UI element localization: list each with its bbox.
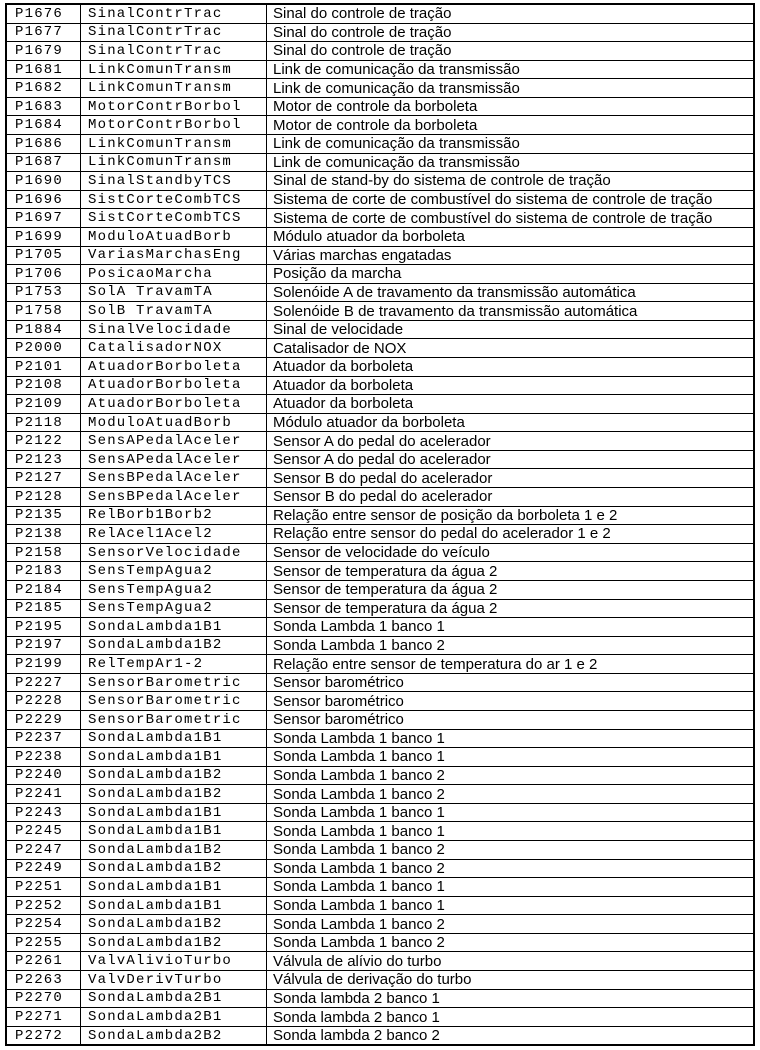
short-name-cell: SolB TravamTA [80, 302, 266, 320]
code-cell: P1758 [15, 303, 64, 320]
short-name-cell: SondaLambda1B1 [80, 822, 266, 840]
description-cell: Sensor de temperatura da água 2 [266, 581, 753, 599]
short-name-cell: SondaLambda1B1 [80, 730, 266, 748]
code-cell: P1696 [15, 191, 64, 208]
table-row [7, 42, 753, 61]
table-row [7, 655, 753, 674]
description-cell: Solenóide B de travamento da transmissão automática [266, 302, 753, 320]
description-cell: Motor de controle da borboleta [266, 98, 753, 116]
code-cell: P2199 [15, 656, 64, 673]
code-cell: P2185 [15, 600, 64, 617]
description-cell: Sinal do controle de tração [266, 24, 753, 42]
short-name-cell: ModuloAtuadBorb [80, 228, 266, 246]
table-row [7, 915, 753, 934]
table-row [7, 191, 753, 210]
code-cell: P2249 [15, 860, 64, 877]
code-cell: P2108 [15, 377, 64, 394]
code-cell: P2127 [15, 470, 64, 487]
description-cell: Link de comunicação da transmissão [266, 61, 753, 79]
description-cell: Sensor A do pedal do acelerador [266, 451, 753, 469]
table-row [7, 841, 753, 860]
short-name-cell: PosicaoMarcha [80, 265, 266, 283]
code-cell: P2128 [15, 488, 64, 505]
code-cell: P1681 [15, 61, 64, 78]
code-cell: P2263 [15, 971, 64, 988]
code-cell: P1697 [15, 210, 64, 227]
description-cell: Atuador da borboleta [266, 395, 753, 413]
description-cell: Sonda Lambda 1 banco 2 [266, 767, 753, 785]
short-name-cell: SensBPedalAceler [80, 469, 266, 487]
description-cell: Sonda lambda 2 banco 1 [266, 1008, 753, 1026]
table-row [7, 562, 753, 581]
description-cell: Catalisador de NOX [266, 339, 753, 357]
code-cell: P1753 [15, 284, 64, 301]
description-cell: Sensor de velocidade do veículo [266, 544, 753, 562]
code-cell: P1682 [15, 80, 64, 97]
short-name-cell: SondaLambda2B1 [80, 1008, 266, 1026]
short-name-cell: SondaLambda1B1 [80, 618, 266, 636]
table-row [7, 952, 753, 971]
code-cell: P2243 [15, 804, 64, 821]
table-row [7, 451, 753, 470]
code-cell: P2000 [15, 340, 64, 357]
table-row [7, 172, 753, 191]
code-cell: P2270 [15, 990, 64, 1007]
code-cell: P1705 [15, 247, 64, 264]
table-row [7, 618, 753, 637]
short-name-cell: SensTempAgua2 [80, 581, 266, 599]
code-cell: P1676 [15, 5, 64, 22]
short-name-cell: SondaLambda1B2 [80, 637, 266, 655]
description-cell: Sonda lambda 2 banco 1 [266, 990, 753, 1008]
table-row [7, 265, 753, 284]
table-row [7, 600, 753, 619]
short-name-cell: SistCorteCombTCS [80, 209, 266, 227]
code-cell: P1686 [15, 135, 64, 152]
description-cell: Módulo atuador da borboleta [266, 228, 753, 246]
code-cell: P2238 [15, 748, 64, 765]
table-row [7, 377, 753, 396]
table-row [7, 897, 753, 916]
short-name-cell: LinkComunTransm [80, 79, 266, 97]
short-name-cell: SinalContrTrac [80, 5, 266, 23]
table-row [7, 748, 753, 767]
short-name-cell: SondaLambda1B1 [80, 897, 266, 915]
table-row [7, 637, 753, 656]
table-row [7, 116, 753, 135]
description-cell: Sonda Lambda 1 banco 2 [266, 841, 753, 859]
table-row [7, 860, 753, 879]
table-row [7, 339, 753, 358]
description-cell: Sonda Lambda 1 banco 1 [266, 618, 753, 636]
code-cell: P2245 [15, 823, 64, 840]
code-cell: P2247 [15, 841, 64, 858]
table-row [7, 822, 753, 841]
short-name-cell: LinkComunTransm [80, 135, 266, 153]
code-cell: P2241 [15, 786, 64, 803]
table-row [7, 5, 753, 24]
short-name-cell: ValvDerivTurbo [80, 971, 266, 989]
short-name-cell: CatalisadorNOX [80, 339, 266, 357]
short-name-cell: SondaLambda1B2 [80, 841, 266, 859]
code-cell: P1687 [15, 154, 64, 171]
table-row [7, 674, 753, 693]
short-name-cell: SondaLambda2B2 [80, 1027, 266, 1045]
short-name-cell: SondaLambda1B2 [80, 860, 266, 878]
description-cell: Relação entre sensor de posição da borboleta 1 e 2 [266, 507, 753, 525]
table-row [7, 1027, 753, 1045]
short-name-cell: SinalStandbyTCS [80, 172, 266, 190]
table-row [7, 321, 753, 340]
description-cell: Sinal do controle de tração [266, 5, 753, 23]
description-cell: Sonda Lambda 1 banco 2 [266, 860, 753, 878]
short-name-cell: SondaLambda2B1 [80, 990, 266, 1008]
code-cell: P2122 [15, 433, 64, 450]
short-name-cell: SinalContrTrac [80, 42, 266, 60]
table-row [7, 61, 753, 80]
short-name-cell: LinkComunTransm [80, 154, 266, 172]
code-cell: P1677 [15, 24, 64, 41]
table-row [7, 507, 753, 526]
table-row [7, 730, 753, 749]
table-row [7, 247, 753, 266]
table-row [7, 79, 753, 98]
description-cell: Sonda Lambda 1 banco 2 [266, 785, 753, 803]
code-cell: P1683 [15, 98, 64, 115]
table-row [7, 544, 753, 563]
code-cell: P2101 [15, 358, 64, 375]
description-cell: Sonda Lambda 1 banco 1 [266, 897, 753, 915]
code-cell: P2252 [15, 897, 64, 914]
description-cell: Sistema de corte de combustível do sistema de controle de tração [266, 191, 753, 209]
description-cell: Sonda Lambda 1 banco 2 [266, 934, 753, 952]
description-cell: Sonda Lambda 1 banco 1 [266, 822, 753, 840]
short-name-cell: MotorContrBorbol [80, 98, 266, 116]
code-cell: P1884 [15, 321, 64, 338]
description-cell: Link de comunicação da transmissão [266, 135, 753, 153]
code-cell: P2183 [15, 563, 64, 580]
description-cell: Módulo atuador da borboleta [266, 414, 753, 432]
short-name-cell: SistCorteCombTCS [80, 191, 266, 209]
description-cell: Sensor de temperatura da água 2 [266, 562, 753, 580]
table-row [7, 209, 753, 228]
table-row [7, 990, 753, 1009]
short-name-cell: AtuadorBorboleta [80, 395, 266, 413]
description-cell: Sensor de temperatura da água 2 [266, 600, 753, 618]
table-row [7, 934, 753, 953]
code-cell: P2184 [15, 581, 64, 598]
description-cell: Solenóide A de travamento da transmissão automática [266, 284, 753, 302]
short-name-cell: SondaLambda1B1 [80, 804, 266, 822]
code-cell: P2118 [15, 414, 64, 431]
description-cell: Sinal de stand-by do sistema de controle de tração [266, 172, 753, 190]
short-name-cell: AtuadorBorboleta [80, 358, 266, 376]
code-cell: P2254 [15, 916, 64, 933]
description-cell: Sonda Lambda 1 banco 1 [266, 804, 753, 822]
short-name-cell: SinalVelocidade [80, 321, 266, 339]
table-row [7, 135, 753, 154]
description-cell: Sinal do controle de tração [266, 42, 753, 60]
short-name-cell: SensAPedalAceler [80, 432, 266, 450]
code-cell: P2251 [15, 878, 64, 895]
short-name-cell: SensorBarometric [80, 711, 266, 729]
short-name-cell: SensorBarometric [80, 692, 266, 710]
description-cell: Atuador da borboleta [266, 377, 753, 395]
code-cell: P2135 [15, 507, 64, 524]
table-row [7, 358, 753, 377]
description-cell: Sensor B do pedal do acelerador [266, 469, 753, 487]
description-cell: Relação entre sensor de temperatura do ar 1 e 2 [266, 655, 753, 673]
table-row [7, 767, 753, 786]
code-cell: P2261 [15, 953, 64, 970]
table-row [7, 302, 753, 321]
code-cell: P2255 [15, 934, 64, 951]
dtc-code-table [5, 3, 755, 1046]
short-name-cell: ModuloAtuadBorb [80, 414, 266, 432]
short-name-cell: MotorContrBorbol [80, 116, 266, 134]
short-name-cell: SondaLambda1B2 [80, 767, 266, 785]
table-row [7, 24, 753, 43]
short-name-cell: SolA TravamTA [80, 284, 266, 302]
code-cell: P2138 [15, 525, 64, 542]
code-cell: P2109 [15, 395, 64, 412]
table-row [7, 228, 753, 247]
description-cell: Sensor A do pedal do acelerador [266, 432, 753, 450]
table-row [7, 395, 753, 414]
table-row [7, 432, 753, 451]
code-cell: P2228 [15, 693, 64, 710]
code-cell: P2271 [15, 1009, 64, 1025]
code-cell: P2197 [15, 637, 64, 654]
code-cell: P2227 [15, 674, 64, 691]
table-row [7, 581, 753, 600]
code-cell: P1706 [15, 265, 64, 282]
code-cell: P2123 [15, 451, 64, 468]
code-cell: P1684 [15, 117, 64, 134]
description-cell: Sensor barométrico [266, 692, 753, 710]
description-cell: Sinal de velocidade [266, 321, 753, 339]
description-cell: Sistema de corte de combustível do sistema de controle de tração [266, 209, 753, 227]
short-name-cell: RelTempAr1-2 [80, 655, 266, 673]
table-row [7, 525, 753, 544]
table-row [7, 469, 753, 488]
short-name-cell: SensTempAgua2 [80, 562, 266, 580]
table-row [7, 284, 753, 303]
short-name-cell: SensorVelocidade [80, 544, 266, 562]
table-row [7, 154, 753, 173]
description-cell: Sonda lambda 2 banco 2 [266, 1027, 753, 1045]
short-name-cell: AtuadorBorboleta [80, 377, 266, 395]
table-row [7, 1008, 753, 1027]
short-name-cell: RelBorb1Borb2 [80, 507, 266, 525]
description-cell: Sonda Lambda 1 banco 1 [266, 748, 753, 766]
description-cell: Sensor B do pedal do acelerador [266, 488, 753, 506]
table-row [7, 711, 753, 730]
code-cell: P2195 [15, 618, 64, 635]
short-name-cell: SensorBarometric [80, 674, 266, 692]
description-cell: Sensor barométrico [266, 674, 753, 692]
code-cell: P1679 [15, 42, 64, 59]
short-name-cell: ValvAlivioTurbo [80, 952, 266, 970]
short-name-cell: SondaLambda1B2 [80, 934, 266, 952]
description-cell: Várias marchas engatadas [266, 247, 753, 265]
table-row [7, 971, 753, 990]
code-cell: P2229 [15, 711, 64, 728]
description-cell: Sonda Lambda 1 banco 1 [266, 730, 753, 748]
code-cell: P2237 [15, 730, 64, 747]
description-cell: Posição da marcha [266, 265, 753, 283]
short-name-cell: SondaLambda1B1 [80, 878, 266, 896]
code-cell: P2240 [15, 767, 64, 784]
description-cell: Link de comunicação da transmissão [266, 154, 753, 172]
code-cell: P1699 [15, 228, 64, 245]
table-row [7, 488, 753, 507]
description-cell: Sensor barométrico [266, 711, 753, 729]
code-cell: P2158 [15, 544, 64, 561]
short-name-cell: SinalContrTrac [80, 24, 266, 42]
description-cell: Sonda Lambda 1 banco 2 [266, 637, 753, 655]
table-row [7, 692, 753, 711]
description-cell: Sonda Lambda 1 banco 1 [266, 878, 753, 896]
description-cell: Sonda Lambda 1 banco 2 [266, 915, 753, 933]
table-row [7, 98, 753, 117]
code-cell: P1690 [15, 172, 64, 189]
description-cell: Relação entre sensor do pedal do acelerador 1 e 2 [266, 525, 753, 543]
short-name-cell: SondaLambda1B2 [80, 915, 266, 933]
short-name-cell: RelAcel1Acel2 [80, 525, 266, 543]
short-name-cell: SensAPedalAceler [80, 451, 266, 469]
table-row [7, 804, 753, 823]
short-name-cell: SensTempAgua2 [80, 600, 266, 618]
short-name-cell: LinkComunTransm [80, 61, 266, 79]
description-cell: Válvula de derivação do turbo [266, 971, 753, 989]
short-name-cell: SensBPedalAceler [80, 488, 266, 506]
table-row [7, 878, 753, 897]
table-row [7, 785, 753, 804]
description-cell: Link de comunicação da transmissão [266, 79, 753, 97]
short-name-cell: SondaLambda1B1 [80, 748, 266, 766]
short-name-cell: VariasMarchasEng [80, 247, 266, 265]
description-cell: Motor de controle da borboleta [266, 116, 753, 134]
description-cell: Válvula de alívio do turbo [266, 952, 753, 970]
description-cell: Atuador da borboleta [266, 358, 753, 376]
short-name-cell: SondaLambda1B2 [80, 785, 266, 803]
code-cell: P2272 [15, 1027, 64, 1044]
table-row [7, 414, 753, 433]
